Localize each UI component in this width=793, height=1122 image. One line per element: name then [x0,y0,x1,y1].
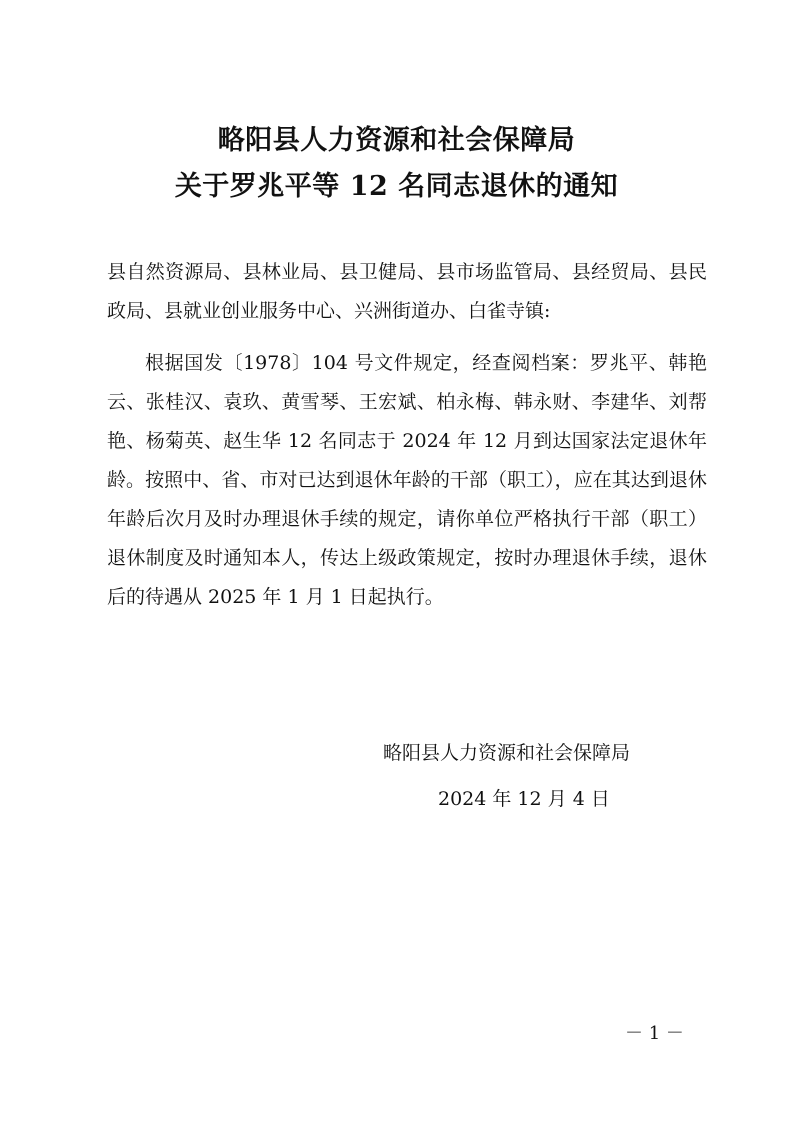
signature-organization: 略阳县人力资源和社会保障局 [383,742,631,764]
body-paragraph: 根据国发〔1978〕104 号文件规定，经查阅档案：罗兆平、韩艳云、张桂汉、袁玖、黄雪琴、王宏斌、柏永梅、韩永财、李建华、刘帮艳、杨菊英、赵生华 12 名同志于 2024 年 12 月到达国家法定退休年龄。按照中、省、市对已达到退休年龄的干部（职工），应在其达到退休年龄后次月及时办理退休手续的规定，请你单位严格执行干部（职工）退休制度及时通知本人，传达上级政策规定，按时办理退休手续，退休后的待遇从 2025 年 1 月 1 日起执行。 [107,352,707,608]
document-title-line-2: 关于罗兆平等 12 名同志退休的通知 [174,171,619,202]
document-title-line-1: 略阳县人力资源和社会保障局 [217,125,576,156]
signature-date: 2024 年 12 月 4 日 [438,788,610,810]
page-number: － 1 － [625,1023,684,1044]
recipients-paragraph: 县自然资源局、县林业局、县卫健局、县市场监管局、县经贸局、县民政局、县就业创业服务中心、兴洲街道办、白雀寺镇: [107,261,707,322]
